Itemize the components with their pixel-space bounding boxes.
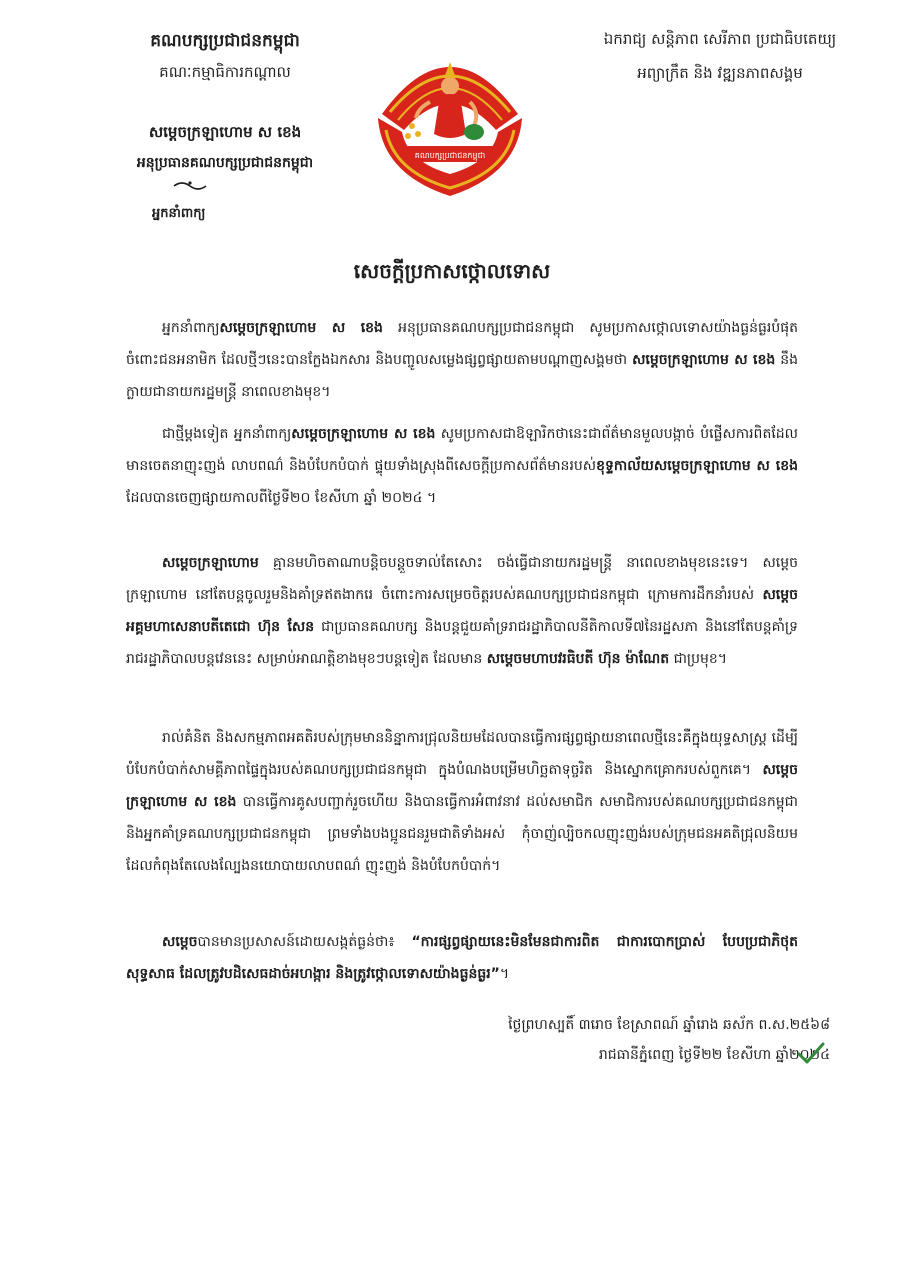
paragraph-4 — [126, 722, 798, 916]
leader-name: សម្តេចក្រឡាហោម ស ខេង — [148, 123, 302, 141]
dating-block — [508, 1010, 830, 1070]
central-committee: គណៈកម្មាធិការកណ្តាល — [159, 63, 291, 81]
p1-text-2: អនុប្រធានគណបក្សប្រជាជនកម្ពុជា សូមប្រកាសថ្កោលទោសយ៉ាងធ្ងន់ធ្ងរបំផុតចំពោះជនអនាមិក ដែលថ្មីៗនេះបានក្លែងឯកសារ និងបញ្ចូលសម្លេងផ្សព្វផ្សាយតាមបណ្តាញសង្គមថា — [126, 320, 798, 368]
checkmark-icon — [796, 1040, 826, 1066]
p4-text-2: បានធ្វើការគូសបញ្ជាក់រួចហើយ និងបានធ្វើការអំពាវនាវ ដល់សមាជិក សមាជិការបស់គណបក្សប្រជាជនកម្ពុជា និងអ្នកគាំទ្រគណបក្សប្រជាជនកម្ពុជា ព្រមទាំងបងប្អូនជនរួមជាតិទាំងអស់ កុំចាញ់ល្បិចកលញុះញង់របស់ក្រុមជនអគតិជ្រុលនិយម ដែលកំពុងតែលេងល្បែងនយោបាយលាបពណ៌ ញុះញង់ និងបំបែកបំបាក់។ — [126, 794, 799, 874]
paragraph-3 — [126, 547, 798, 711]
p2-text: ជាថ្មីម្តងទៀត អ្នកនាំពាក្យ — [162, 426, 292, 442]
party-name: គណបក្សប្រជាជនកម្ពុជា — [150, 31, 300, 51]
p5-bold-title: សម្តេច — [162, 934, 198, 950]
p1-bold-name: សម្តេចក្រឡាហោម ស ខេង — [219, 320, 383, 336]
party-logo — [368, 34, 532, 198]
logo-banner-text: គណបក្សប្រជាជនកម្ពុជា — [414, 151, 486, 160]
p5-text: បានមានប្រសាសន៍ដោយសង្កត់ធ្ងន់ថា៖ — [197, 934, 412, 950]
p2-bold-name: សម្តេចក្រឡាហោម ស ខេង — [291, 426, 436, 442]
national-motto-line2: អព្យាក្រឹត និង វឌ្ឍនភាពសង្គម — [637, 64, 803, 82]
paragraph-5 — [126, 926, 798, 990]
letterhead-left — [90, 30, 360, 174]
p3-text-3: ជាប្រមុខ។ — [669, 651, 727, 667]
lunar-date: ថ្ងៃព្រហស្បតិ៍ ៣រោច ខែស្រាពណ៍ ឆ្នាំរោង ឆស័ក ព.ស.២៥៦៨ — [508, 1017, 830, 1033]
leader-role: អនុប្រធានគណបក្សប្រជាជនកម្ពុជា — [136, 155, 314, 171]
p4-text: រាល់គំនិត និងសកម្មភាពអគតិរបស់ក្រុមមាននិន្នាការជ្រុលនិយមដែលបានធ្វើការផ្សព្វផ្សាយនាពេលថ្មីនេះគឺក្នុងយុទ្ធសាស្ត្រ ដើម្បីបំបែកបំបាក់សាមគ្គីភាពផ្ទៃក្នុងរបស់គណបក្សប្រជាជនកម្ពុជា ក្នុងបំណងបម្រើមហិច្ឆតាទុច្ចរិត និងស្នោកគ្រោករបស់ពួកគេ។ — [126, 730, 798, 778]
p3-text: គ្មានមហិចតាណាបន្តិចបន្តួចទាល់តែសោះ ចង់ធ្វើជានាយករដ្ឋមន្ត្រី នាពេលខាងមុខនេះទេ។ សម្តេចក្រឡាហោម នៅតែបន្តចូលរួមនិងគាំទ្រឥតងាករេ ចំពោះការសម្រេចចិត្តរបស់គណបក្សប្រជាជនកម្ពុជា ក្រោមការដឹកនាំរបស់ — [126, 555, 798, 603]
p4-bold-name: សម្តេចក្រឡាហោម ស ខេង — [126, 762, 798, 810]
paragraph-1 — [126, 312, 798, 408]
letterhead-right — [560, 30, 880, 86]
p2-text-2: សូមប្រកាសជាឱឡារិកថានេះជាព័ត៌មានមួលបង្កាច់ បំផ្លើសការពិតដែលមានចេតនាញុះញង់ លាបពណ៌ និងបំបែកបំបាក់ ផ្ទុយទាំងស្រុងពីសេចក្តីប្រកាសព័ត៌មានរបស់ — [126, 426, 798, 474]
place-date: រាជធានីភ្នំពេញ ថ្ងៃទី២២ ខែសីហា ឆ្នាំ២០២៤ — [598, 1047, 830, 1063]
spokesperson-label: អ្នកនាំពាក្យ — [152, 206, 206, 221]
p3-text-2: ជាប្រធានគណបក្ស និងបន្តជួយគាំទ្ររាជរដ្ឋាភិបាលនីតិកាលទី៧នៃរដ្ឋសភា និងនៅតែបន្តគាំទ្ររាជរដ្ឋាភិបាលបន្តវេននេះ សម្រាប់អាណត្តិខាងមុខៗបន្តទៀត ដែលមាន — [126, 619, 798, 667]
p3-bold-hun-manet: សម្តេចមហាបវរធិបតី ហ៊ុន ម៉ាណែត — [486, 651, 670, 667]
p1-bold-name-2: សម្តេចក្រឡាហោម ស ខេង — [632, 352, 776, 368]
p5-text-end: ។ — [499, 966, 510, 982]
p3-bold-title: សម្តេចក្រឡាហោម — [162, 555, 259, 571]
p2-bold-office: ខុទ្ទកាល័យសម្តេចក្រឡាហោម ស ខេង — [596, 458, 798, 474]
document-title: សេចក្តីប្រកាសថ្កោលទោស — [353, 259, 551, 283]
ornament-divider-icon — [170, 178, 210, 192]
p2-text-3: ដែលបានចេញផ្សាយកាលពីថ្ងៃទី២០ ខែសីហា ឆ្នាំ ២០២៤ ។ — [126, 490, 437, 506]
national-motto-line1: ឯករាជ្យ សន្តិភាព សេរីភាព ប្រជាធិបតេយ្យ — [603, 30, 837, 48]
p1-text: អ្នកនាំពាក្យ — [162, 320, 220, 336]
p3-bold-hun-sen: សម្តេចអគ្គមហាសេនាបតីតេជោ ហ៊ុន សែន — [126, 587, 798, 635]
p1-text-3: នឹងក្លាយជានាយករដ្ឋមន្ត្រី នាពេលខាងមុខ។ — [126, 352, 798, 400]
paragraph-2 — [126, 418, 798, 548]
p5-bold-quote: “ការផ្សព្វផ្សាយនេះមិនមែនជាការពិត ជាការបោកប្រាស់ បែបប្រជាភិថុតសុទ្ធសាធ ដែលត្រូវបដិសេធដាច់អហង្ការ និងត្រូវថ្កោលទោសយ៉ាងធ្ងន់ធ្ងរ” — [126, 934, 798, 982]
